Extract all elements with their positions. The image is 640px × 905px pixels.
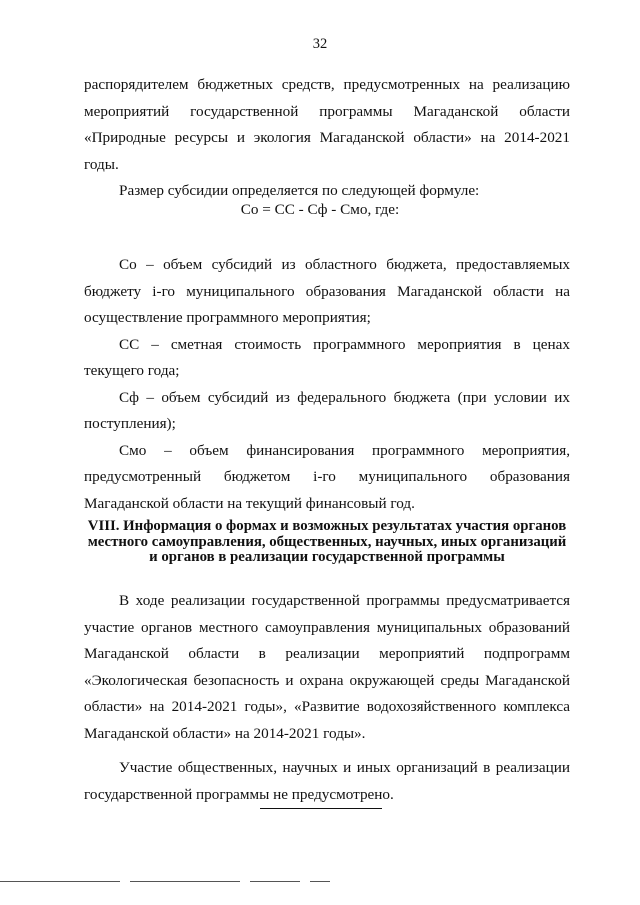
section-paragraph: В ходе реализации государственной программы предусматривается участие органов местного самоуправления муниципальных образований Магаданской области в реализации мероприятий подпрограмм «Экологическая безопасность и охрана окружающей среды Магаданской области» на 2014-2021 годы», «Развитие водохозяйственного комплекса Магаданской области» на 2014-2021 годы». — [84, 592, 570, 742]
intro-paragraph: распорядителем бюджетных средств, предусмотренных на реализацию мероприятий государственной программы Магаданской области «Природные ресурсы и экология Магаданской области» на 2014-2021 годы. — [84, 76, 570, 173]
definition-co: Со – объем субсидий из областного бюджета, предоставляемых бюджету i-го муниципального образования Магаданской области на осуществление программного мероприятия; — [84, 256, 570, 326]
scan-edge-line — [0, 881, 120, 882]
page-number: 32 — [312, 36, 328, 52]
definition-cc: СС – сметная стоимость программного мероприятия в ценах текущего года; — [84, 335, 570, 379]
scan-edge-line — [130, 881, 240, 882]
scan-edge-line — [310, 881, 330, 882]
closing-rule — [260, 808, 382, 809]
formula: Со = СС - Сф - Смо, где: — [240, 201, 400, 218]
intro-block — [84, 72, 570, 205]
formula-intro: Размер субсидии определяется по следующей формуле: — [119, 182, 480, 199]
definitions-list — [84, 252, 570, 517]
definition-cmo: Смо – объем финансирования программного мероприятия, предусмотренный бюджетом i-го муниципального образования Магаданской области на текущий финансовый год. — [84, 441, 570, 512]
section-paragraph: Участие общественных, научных и иных организаций в реализации государственной программы не предусмотрено. — [84, 759, 570, 803]
scan-edge-line — [250, 881, 300, 882]
section-body — [84, 588, 570, 808]
definition-cf: Сф – объем субсидий из федерального бюджета (при условии их поступления); — [84, 388, 570, 432]
section-heading: VIII. Информация о формах и возможных результатах участия органов местного самоуправления, общественных, научных, иных организаций и органов в реализации государственной программы — [87, 518, 567, 565]
